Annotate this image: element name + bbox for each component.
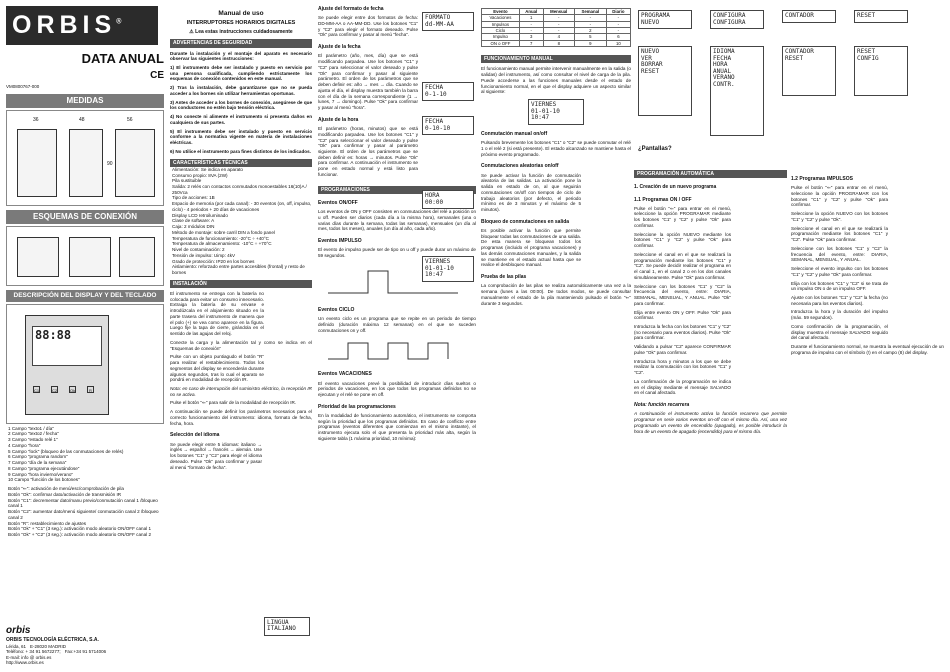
menu-flow-diagram — [634, 6, 944, 166]
section-programaciones: PROGRAMACIONES — [318, 186, 476, 194]
reset-button[interactable]: R — [87, 386, 94, 393]
company-web[interactable]: http://www.orbis.es — [6, 660, 44, 666]
spec-item: Temperatura de funcionamiento: -20°C ÷ +40°C — [172, 235, 269, 241]
company-tel: Teléfono: + 34 91 5672277; — [6, 649, 61, 655]
manual-text: El funcionamiento manual permite intervenir manualmente en la salida (o salidas) del instrumento, así como consultar el nivel de carga de la pila. Puede accederse a las funciones manuales desde el estado de funcionamiento normal, en el que el display adquiere un aspecto similar al siguiente: — [481, 66, 631, 95]
section-prog-imp: 1.2 Programas IMPULSOS — [791, 176, 853, 182]
spec-item: Display LCD retroiluminado — [172, 212, 228, 218]
imp-step: Pulse el botón "⇐" para entrar en el menú, seleccione la opción PROGRAMAR con los botones "C1" y "C2" y pulse "Ok" para confirmar. — [791, 185, 888, 208]
wiring-device-3 — [119, 237, 155, 277]
aleat-text: Se puede activar la función de conmutación aleatoria de las salidas. La activación pone la salida en estado de on, al que seguirán conmutaciones on/off con tiempos de ciclo de trabajo aleatorios (por defecto, el periodo mínimo es de 3 minutos y el máximo de 5 minutos). — [481, 172, 581, 212]
imp-step: Ajuste con los botones "C1" y "C2" la fecha (no necesaria para los eventos diarios). — [791, 295, 888, 306]
imp-step: Como confirmación de la programación, el display muestra el mensaje SALVADO seguido del canal afectado. — [791, 323, 888, 341]
dimensions-diagram — [6, 110, 164, 206]
impulso-text: El evento de impulso puede ser de tipo on u off y puede durar un máximo de 59 segundos. — [318, 247, 476, 259]
prioridad-text: En la modalidad de funcionamiento automático, el instrumento se comporta según la prioridad que los programas definidos. En caso de conflicto entre programas (eventos diferentes que comienzan en el mismo instante), el instrumento ejecuta solo el que presenta la prioridad más alta, según la siguiente tabla (1 máxima prioridad, 10 mínima): — [318, 412, 476, 441]
device-profile-outline — [115, 129, 155, 197]
table-header: Mensual — [543, 9, 574, 15]
vac-text: El evento vacaciones prevé la posibilidad de introducir días sueltos o periodos de vacaciones, en los que todos los programas definidos no se ejecutan y el relé se pone en off. — [318, 380, 476, 397]
auto-step: Introduzca la fecha con los botones "C1" y "C2" (no necesario para eventos diarios). Pulse "Ok" para confirmar. — [634, 323, 731, 341]
safety-text: 2) Tras la instalación, debe garantizarse que no se pueda acceder a los bornes sin utilizar herramientas oportunas. — [170, 85, 312, 96]
cycle-diagram — [318, 335, 476, 365]
section-formato: Ajuste del formato de fecha — [318, 6, 384, 12]
button-legend-item: Botón "Ok" + "C2" (3 seg.): activación modo aleatorio ON/OFF canal 2 — [8, 531, 151, 537]
lcd-submenu-4: RESET CONFIG — [854, 46, 908, 96]
company-footer — [6, 621, 164, 666]
spec-item: Caja: 2 módulos DIN — [172, 224, 215, 230]
section-medidas: MEDIDAS — [6, 94, 164, 108]
column-5 — [634, 6, 944, 666]
auto-step: Seleccione con los botones "C1" y "C2" la frecuencia del evento, entre: DIARIA, SEMANAL, MENSUAL, Y ANUAL. Pulse "Ok" para confirmar. — [634, 283, 731, 306]
dim-36: 36 — [33, 116, 39, 123]
section-auto: PROGRAMACIÓN AUTOMÁTICA — [634, 170, 787, 178]
lcd-fecha-2: FECHA 0-10-10 — [422, 116, 474, 135]
cycle-graph — [318, 335, 468, 365]
bloqueo-text: Es posible activar la función que permite bloquear todas las conmutaciones de una salida. De esta manera se bloquean todos los programas (incluido el programa vacaciones) y las demás conmutaciones manuales, y la salida se mantiene en el estado actual hasta que se realice el desbloqueo manual. — [481, 227, 581, 268]
auto-step: Seleccione el canal en el que se realizará la programación mediante los botones "C1" y "C2". Se puede decidir realizar el programa en el canal 1, en el canal 2 o en los dos canales simultáneamente. Pulse "Ok" para confirmar. — [634, 251, 731, 280]
imp-step: Seleccione el canal en el que se realizará la programación mediante los botones "C1" y "C2". Pulse "Ok" para confirmar. — [791, 225, 888, 243]
imp-step: Introduzca la hora y la duración del impulso (máx. 59 segundos). — [791, 309, 888, 321]
imp-step: Durante el funcionamiento normal, se muestra la eventual ejecución de un programa de impulso con el símbolo (!) en el campo (8) del display. — [791, 344, 944, 355]
legend-item: 4 Campo "hora" — [8, 442, 41, 448]
spec-item: Aislamiento: reforzado entre partes accesibles (frontal) y resto de bornes — [172, 264, 305, 275]
lcd-menu-configura: CONFIGURA CONFIGURA — [710, 10, 764, 29]
section-creacion: 1. Creación de un nuevo programa — [634, 184, 717, 191]
button-legend-item: Botón "C1": decrementar dato/manu previo/conmutación canal 1 /bloqueo canal 1 — [8, 497, 158, 509]
auto-intro-text: Pulse el botón "⇐" para entrar en el menú, seleccione la opción PROGRAMAR mediante los botones "C1" y "C2" y pulse "Ok" para confirmar. — [634, 205, 731, 228]
table-row: Ciclo - - 2 - — [482, 28, 631, 34]
display-diagram — [6, 304, 164, 424]
table-row: Impulsos - - - - — [482, 21, 631, 27]
spec-item: Grado de protección: IP20 en los bornes — [172, 258, 255, 264]
auto-right-column — [791, 166, 944, 434]
conm-text: Pulsando brevemente los botones "C1" o "C2" se puede conmutar el relé 1 o el relé 2 (si está presente). El estado alcanzado se mantiene hasta el próximo evento programado. — [481, 140, 631, 157]
spec-item: Salida: 2 relés con contactos conmutados monoestables 16(10)A / 250Vca — [172, 183, 307, 195]
lcd-menu-programa: PROGRAMA NUEVO — [638, 10, 692, 29]
legend-item: 5 Campo "lock" (bloqueo de las conmutaciones de relés) — [8, 448, 124, 454]
lcd-manual-state: VIERNES 01-01-10 10:47 — [528, 99, 584, 125]
company-logo: orbis — [6, 624, 31, 636]
safety-text: Durante la instalación y el montaje del aparato es necesario observar las siguientes instrucciones: — [170, 50, 312, 62]
ciclo-text: Un evento ciclo es un programa que se repite en un periodo de tiempo definido (duración máxima 12 semanas) en el que se suceden conmutaciones on y off. — [318, 316, 476, 333]
auto-left-column — [634, 166, 787, 434]
legend-item: 2 Campo "texto2 / fecha" — [8, 431, 59, 437]
lcd-submenu-2: IDIOMA FECHA HORA ANUAL VERANO CONTR. — [710, 46, 764, 136]
legend-item: 3 Campo "estado relé 1" — [8, 437, 58, 443]
spec-item: Consumo propio: 8VA (2W) — [172, 172, 228, 178]
hora-text: El parámetro (horas, minutos) que se está modificando parpadea. Use los botones "C1" y "C2" para seleccionar el valor deseado y pulse "Ok" para confirmar y pasar al parámetro siguiente. El orden de los parámetros que se deben definir es: horas → minutos. Pulse "Ok" para confirmar. A continuación el instrumento se pone en estado normal y está listo para funcionar. — [318, 126, 418, 177]
lcd-idioma: LINGUA ITALIANO — [264, 617, 310, 636]
imp-step: Elija con los botones "C1" y "C2" si se trata de un impulso ON o de un impulso OFF. — [791, 280, 888, 292]
device-side-outline — [69, 129, 103, 197]
doc-code: VM0800767-000 — [6, 84, 40, 89]
impulse-diagram — [318, 261, 476, 301]
section-bloqueo: Bloqueo de conmutaciones en salida — [481, 218, 570, 225]
buttons-legend — [6, 486, 164, 538]
auto-step: Seleccione la opción NUEVO mediante los botones "C1" y "C2" y pulse "Ok" para confirmar. — [634, 231, 731, 249]
manual-subtitle: INTERRUPTORES HORARIOS DIGITALES — [186, 20, 296, 27]
auto-step: La confirmación de la programación se indica en el display mediante el mensaje SALVADO en el canal afectado. — [634, 378, 731, 396]
formato-text: Se puede elegir entre dos formatos de fecha: DD-MM-AA o AA-MM-DD. Use los botones "C1" y "C2" para elegir el formato deseado. Pulse "Ok" para confirmar y pasar al menú "fecha". — [318, 15, 418, 38]
section-conm-onoff: Conmutación manual on/off — [481, 130, 548, 137]
section-fecha: Ajuste de la fecha — [318, 44, 361, 51]
safety-text: 3) Antes de acceder a los bornes de conexión, asegúrese de que los conductores no estén bajo tensión eléctrica. — [170, 99, 312, 111]
table-header: Anual — [519, 9, 543, 15]
device-front-outline — [17, 129, 57, 197]
safety-text: 4) No conecte ni alimente el instrumento si presenta daños en cualquiera de sus partes. — [170, 114, 312, 125]
section-nota: Nota: función recarrera — [634, 402, 690, 409]
table-row: ON o OFF 7 8 9 10 — [482, 40, 631, 46]
key-legend — [6, 426, 164, 483]
install-text: Pulse el botón "⇐" para salir de la modalidad de recepción IR. — [170, 400, 297, 406]
table-header: Diario — [606, 9, 630, 15]
ok-button[interactable]: Ok — [70, 387, 76, 393]
button-legend-item: Botón "C2": aumentar dato/menú siguiente/ conmutación canal 2 /bloqueo canal 2 — [8, 509, 159, 520]
section-caract: CARACTERÍSTICAS TÉCNICAS — [170, 159, 312, 167]
install-text: Pulse con un objeto puntiagudo el botón "R" para realizar el restablecimiento. Todos los segmentos del display se encenderán durante algunos segundos, tras lo cual el aparato se pondrá en modalidad de recepción IR. — [170, 354, 264, 383]
dim-90: 90 — [107, 160, 113, 167]
manual-title: Manual de uso — [218, 10, 264, 17]
install-text: Conecte la carga y la alimentación tal y como se indica en el "Esquemas de conexión" — [170, 339, 312, 351]
section-prog-onoff: 1.1 Programas ON / OFF — [634, 196, 692, 203]
button-legend-item: Botón "⇐": activación de menú/esc/comprobación de pila — [8, 486, 124, 492]
column-4 — [481, 6, 631, 666]
section-eventos-impulso: Eventos IMPULSO — [318, 238, 362, 245]
lcd-hora: HORA 00:00 — [422, 190, 474, 209]
spec-item: Espacio de memoria (por cada canal): - 30 eventos (on, off, impulso, ciclo) - 4 periodos + 20 días de vacaciones — [172, 201, 312, 212]
spec-item: Tensión de impulso: Uimp: 4kV — [172, 252, 236, 258]
button-legend-item: Botón "Ok": confirmar dato/activación de transmisión IR — [8, 491, 122, 497]
table-row: Vacaciones 1 - - - — [482, 15, 631, 21]
table-row: Impulso 3 4 5 6 — [482, 34, 631, 40]
imp-step: Seleccione con los botones "C1" y "C2" la frecuencia del evento, entre: DIARIA, SEMANAL, MENSUAL, Y ANUAL. — [791, 245, 888, 263]
idioma-text: Se puede elegir entre 5 idiomas: italiano → inglés → español → francés → alemán. Use los botones "C1" y "C2" para elegir el idioma deseado. Pulse "Ok" para confirmar y pasar al menú "formato de fecha". — [170, 441, 262, 470]
column-1 — [6, 6, 164, 666]
company-fax: Fax:+34 91 5714006 — [64, 649, 107, 655]
auto-step: Elija entre evento ON y OFF. Pulse "Ok" para confirmar. — [634, 309, 731, 321]
help-label: ¿Pantallas? — [638, 146, 672, 152]
section-eventos-vac: Eventos VACACIONES — [318, 371, 372, 378]
product-title: DATA ANUAL — [81, 51, 164, 67]
section-instal: INSTALACIÓN — [170, 280, 312, 288]
lcd-viernes: VIERNES 01-01-10 10:47 — [422, 256, 474, 282]
impulse-graph — [318, 261, 468, 301]
specs-list — [170, 167, 312, 276]
company-addr1: Lérida, 61 — [6, 643, 27, 649]
fecha-text: El parámetro (año, mes, día) que se está modificando parpadea. Use los botones "C1" y "C2" para seleccionar el valor deseado y pulse "Ok" para confirmar y pasar al siguiente parámetro. El orden de los parámetros que se deben definir es: año → mes → día. Cuando se ajusta el día, el display muestra también la barra con el día de la semana correspondiente (1 → lunes, 7 → domingo). Pulse "Ok" para confirmar y pasar al menú "hora". — [318, 53, 418, 111]
display-device — [25, 315, 109, 415]
section-manual: FUNCIONAMIENTO MANUAL — [481, 55, 631, 63]
company-email[interactable]: E-mail: info @ orbis.es — [6, 654, 52, 660]
lcd-formato: FORMATO dd-MM-AA — [422, 12, 474, 31]
column-2 — [170, 6, 312, 666]
dim-56: 56 — [127, 116, 133, 123]
install-text: El instrumento se entrega con la batería no colocada para evitar un consumo innecesario. Extraiga la batería de su envase e introdúzcala en el alojamiento situado en la parte trasera del instrumento de manera que el polo (+) se vea como aparece en la figura. Luego fije la tapa de cierre, girándola en el sentido de las agujas del reloj. — [170, 290, 264, 337]
legend-item: 9 Campo "hora invierno/verano" — [8, 471, 74, 477]
lcd-submenu-3: CONTADOR RESET — [782, 46, 836, 96]
section-prioridad: Prioridad de las programaciones — [318, 403, 396, 410]
wiring-diagram — [6, 226, 164, 286]
install-note: Nota: en caso de interrupción del suministro eléctrico, la recepción IR no se activa. — [170, 385, 312, 397]
safety-text: 5) El instrumento debe ser instalado y puesto en servicio conforme a la normativa vigente en materia de instalaciones eléctricas. — [170, 128, 312, 146]
lcd-fecha-1: FECHA 0-1-10 — [422, 82, 474, 101]
company-name: ORBIS TECNOLOGÍA ELÉCTRICA, S.A. — [6, 637, 99, 644]
prog-text: Los eventos de ON y OFF consisten en conmutaciones del relé a posición on u off. Pueden ser diarios (cada día a la misma hora), semanales (una o varias días durante la semana, todas las semanas), mensuales (un día al mes, todos los meses), anuales (un día al año, cada año). — [318, 209, 476, 232]
lcd-menu-contador: CONTADOR — [782, 10, 836, 23]
safety-text: 1) El instrumento debe ser instalado y puesto en servicio por una persona cualificada, cumpliendo estrictamente los esquemas de conexión contenidos en este manual. — [170, 64, 312, 82]
prueba-text: La comprobación de las pilas se realiza automáticamente una vez a la semana (lunes a las 00:00). De todos modos, se puede consultar manualmente el estado de la pila manteniendo pulsado el botón "⇐" durante 3 segundos. — [481, 283, 631, 306]
section-conm-aleat: Conmutaciones aleatorias on/off — [481, 163, 559, 170]
legend-item: 1 Campo "texto1 / día" — [8, 425, 54, 431]
legend-item: 7 Campo "día de la semana" — [8, 460, 67, 466]
safety-text: 6) No utilice el instrumento para fines distintos de los indicados. — [170, 148, 311, 154]
orbis-logo: ORBIS® — [6, 6, 158, 45]
lcd-submenu-1: NUEVO VER BORRAR RESET — [638, 46, 692, 116]
legend-item: 6 Campo "programa random" — [8, 454, 68, 460]
section-display: DESCRIPCIÓN DEL DISPLAY Y DEL TECLADO — [6, 290, 164, 302]
auto-step: Introduzca hora y minutos a los que se debe realizar la conmutación con los botones "C1" y "C2". — [634, 358, 731, 376]
spec-item: Pila sustituible — [172, 178, 202, 184]
dim-48: 48 — [79, 116, 85, 123]
wiring-device-1 — [17, 237, 59, 277]
button-legend-item: Botón "R": restablecimiento de ajustes — [8, 520, 87, 526]
lcd-menu-reset: RESET — [854, 10, 908, 23]
table-header: Semanal — [574, 9, 606, 15]
spec-item: Temperatura de almacenamiento: -10°C ÷ +70°C — [172, 241, 272, 247]
company-addr2: E-28020 MADRID — [30, 643, 67, 649]
manual-warning: ⚠ Lea estas instrucciones cuidadosamente — [189, 29, 293, 35]
c2-button[interactable]: C2 — [52, 387, 58, 393]
wiring-device-2 — [69, 237, 111, 277]
section-esquemas: ESQUEMAS DE CONEXIÓN — [6, 210, 164, 224]
priority-table — [481, 8, 631, 47]
ce-mark: CE — [150, 69, 164, 81]
section-eventos-ciclo: Eventos CICLO — [318, 306, 355, 313]
table-header: Evento — [482, 9, 520, 15]
display-lcd-digits: 88:88 — [32, 326, 102, 366]
section-hora: Ajuste de la hora — [318, 116, 359, 123]
column-3 — [318, 6, 476, 666]
spec-item: Método de montaje: sobre carril DIN a fondo panel — [172, 229, 275, 235]
imp-step: Seleccione el evento impulso con los botones "C1" y "C2" y pulse "Ok" para confirmar. — [791, 266, 888, 277]
imp-step: Seleccione la opción NUEVO con los botones "C1" y "C2" y pulse "Ok". — [791, 211, 888, 222]
section-adv: ADVERTENCIAS DE SEGURIDAD — [170, 39, 312, 47]
spec-item: Tipo de acciones: 1B — [172, 195, 215, 201]
spec-item: Nivel de contaminación: 2 — [172, 247, 225, 253]
nota-text: A continuación el instrumento activa la función recarrera que permite programar en serie varios eventos on-off con el mismo día. Así, una vez programado un evento de encendido (apagado), es posible introducir la hora de un evento de apagado (encendido) para el mismo día. — [634, 411, 787, 434]
auto-step: Validando a pulsar "C2" aparece CONFIRMAR pulse "Ok" para confirmar. — [634, 344, 731, 355]
legend-item: 10 Campo "función de los botones" — [8, 477, 80, 483]
c1-button[interactable]: C1 — [34, 387, 40, 393]
section-idioma: Selección del idioma — [170, 432, 220, 439]
auto-programming-columns — [634, 166, 944, 434]
section-eventos-onoff: Eventos ON/OFF — [318, 199, 358, 206]
spec-item: Alimentación: Se indica en aparato — [172, 166, 243, 172]
install-text: A continuación se puede definir los parámetros necesarios para el correcto funcionamiento del instrumento: idioma, formato de fecha, fecha, hora. — [170, 409, 312, 426]
legend-item: 8 Campo "programa ejecutándose" — [8, 465, 80, 471]
button-legend-item: Botón "Ok" + "C1" (3 seg.): activación modo aleatorio ON/OFF canal 1 — [8, 526, 151, 532]
section-prueba: Prueba de las pilas — [481, 274, 527, 281]
spec-item: Clase de software: A — [172, 218, 215, 224]
